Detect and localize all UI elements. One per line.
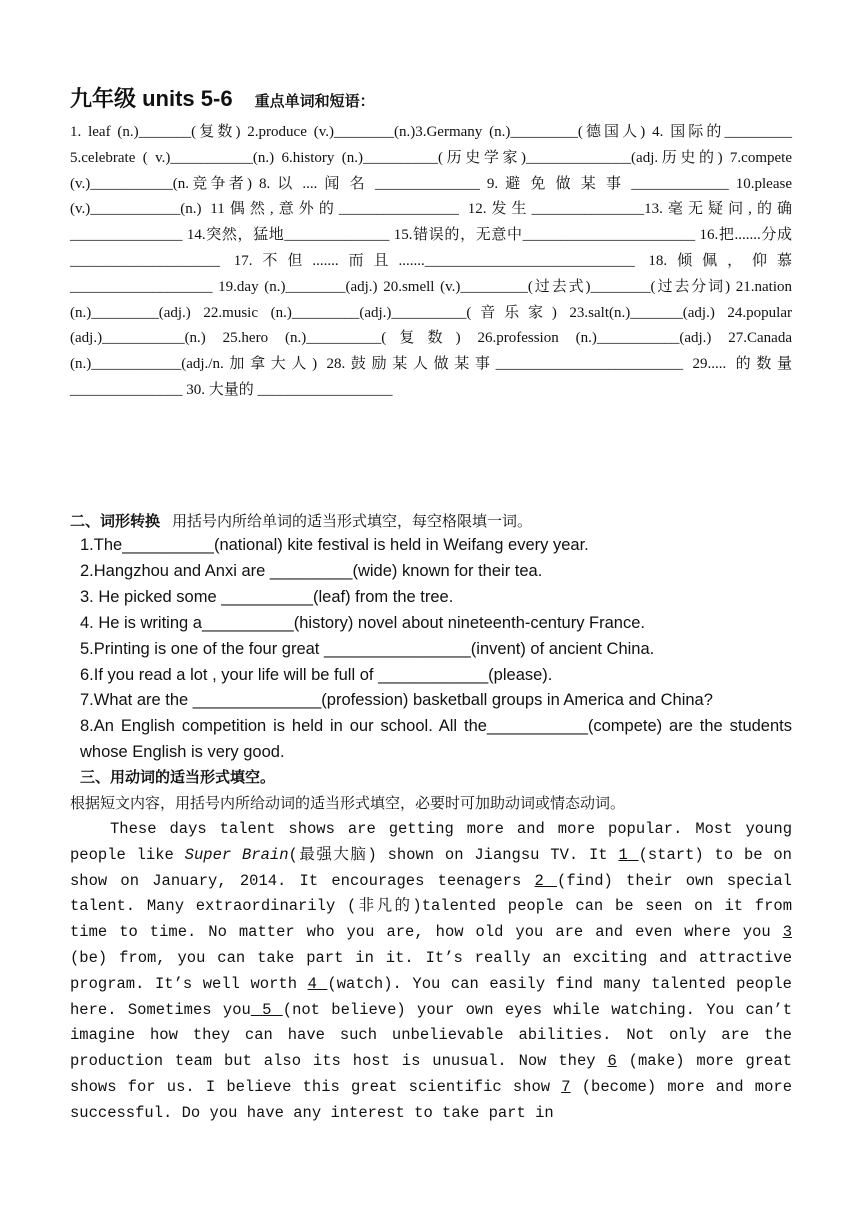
word-form-exercises	[70, 533, 792, 766]
passage-text: (make) more great shows for us. I believe this great scientific show	[70, 1052, 792, 1096]
passage-text: (watch). You can easily find many talented people here. Sometimes you	[70, 974, 792, 1019]
section3-instruction: 根据短文内容，用括号内所给动词的适当形式填空，必要时可加助动词或情态动词。	[70, 795, 626, 812]
section3-heading: 三、用动词的适当形式填空。	[80, 769, 276, 786]
blank-1: 1	[618, 845, 639, 864]
exercise-item: 8.An English competition is held in our school. All the___________(compete) are the students whose English is very good.	[80, 717, 792, 762]
exercise-item: 1.The__________(national) kite festival is held in Weifang every year.	[80, 536, 589, 554]
exercise-item: 3. He picked some __________(leaf) from the tree.	[80, 587, 454, 606]
passage-text: (find) their own special talent. Many extraordinarily (非凡的)talented people can be seen on it from time to time. No matter who you are, how old you are and even where you	[70, 871, 792, 942]
exercise-item: 6.If you read a lot , your life will be full of ____________(please).	[80, 665, 553, 684]
passage-paragraph	[70, 817, 792, 1127]
passage-text: (start) to be on show on January, 2014. It encourages teenagers	[70, 845, 792, 890]
section2-instruction: 用括号内所给单词的适当形式填空，每空格限填一词。	[172, 513, 533, 530]
title-subtitle: 重点单词和短语：	[254, 93, 375, 110]
page-title	[70, 82, 375, 113]
exercise-item: 2.Hangzhou and Anxi are _________(wide) known for their tea.	[80, 561, 543, 580]
show-name: Super Brain	[184, 845, 289, 864]
passage-text: (not believe) your own eyes while watching. You can’t imagine how they can have such unbelievable abilities. Not only are the production team but also its host is unusual. Now they	[70, 1000, 792, 1071]
blank-3: 3	[782, 923, 792, 942]
vocabulary-list: 1. leaf (n.)_______(复数) 2.produce (v.)________(n.)3.Germany (n.)_________(德国人) 4. 国际的_________ 5.celebrate ( v.)___________(n.) 6.history (n.)__________(历史学家)______________(adj.历史的) 7.compete (v.)___________(n.竞争者) 8. 以 .... 闻 名 ______________ 9. 避 免 做 某 事 _____________ 10.please (v.)____________(n.) 11偶然,意外的________________ 12.发生_______________13.毫无疑问,的确_______________ 14.突然，猛地______________ 15.错误的，无意中_______________________ 16.把.......分成____________________ 17.不但.......而且.......____________________________ 18.倾佩，仰慕___________________ 19.day (n.)________(adj.) 20.smell (v.)_________(过去式)________(过去分词) 21.nation (n.)_________(adj.) 22.music (n.)_________(adj.)__________(音乐家) 23.salt(n.)_______(adj.) 24.popular (adj.)___________(n.) 25.hero (n.)__________(复数) 26.profession (n.)___________(adj.) 27.Canada (n.)____________(adj./n.加拿大人) 28.鼓励某人做某事_________________________ 29..... 的数量_______________ 30. 大量的 __________________	[70, 124, 792, 398]
blank-5: 5	[250, 1000, 283, 1019]
section2-heading: 二、词形转换	[70, 513, 161, 530]
passage-text: These days talent shows are getting more and more popular. Most young people like	[70, 820, 792, 864]
blank-4: 4	[307, 974, 328, 993]
exercise-item: 7.What are the ______________(profession) basketball groups in America and China?	[80, 691, 713, 710]
exercise-item: 5.Printing is one of the four great ________________(invent) of ancient China.	[80, 639, 655, 658]
passage-text: (最强大脑) shown on Jiangsu TV. It	[288, 845, 619, 864]
blank-2: 2	[534, 871, 558, 890]
section2-header	[70, 510, 532, 531]
passage-text: (become) more and more successful. Do you have any interest to take part in	[70, 1077, 792, 1122]
title-text: 九年级 units 5-6	[70, 86, 233, 111]
blank-7: 7	[561, 1077, 571, 1096]
blank-6: 6	[607, 1052, 617, 1071]
exercise-item: 4. He is writing a__________(history) novel about nineteenth-century France.	[80, 613, 645, 632]
reading-passage	[70, 817, 792, 1127]
passage-text: (be) from, you can take part in it. It’s really an exciting and attractive program. It’s well worth	[70, 948, 792, 993]
